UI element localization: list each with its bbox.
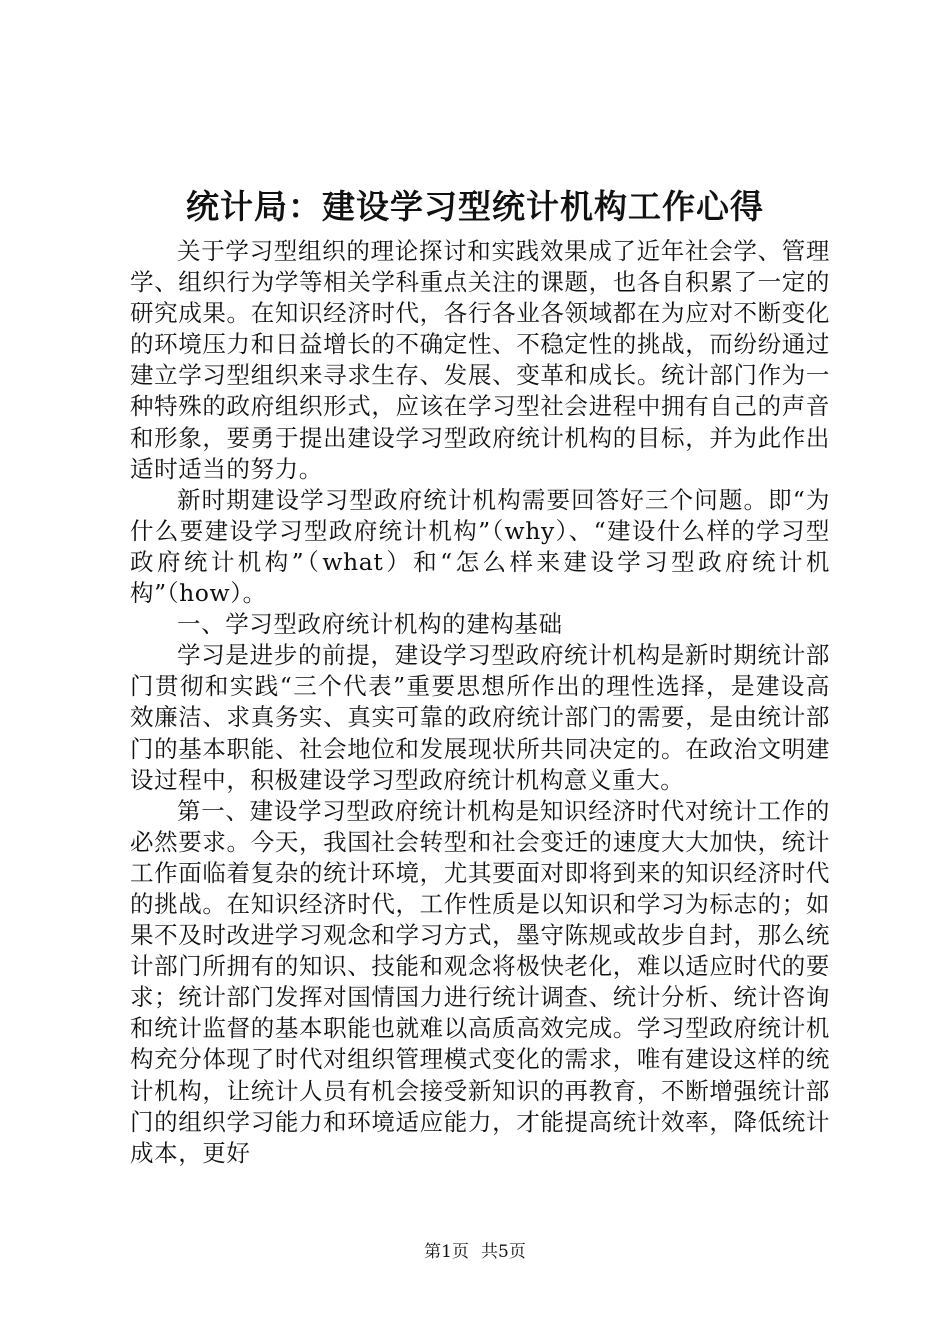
paragraph-intro: 关于学习型组织的理论探讨和实践效果成了近年社会学、管理学、组织行为学等相关学科重点关注的课题，也各自积累了一定的研究成果。在知识经济时代，各行各业各领域都在为应对不断变化的环境压力和日益增长的不确定性、不稳定性的挑战，而纷纷通过建立学习型组织来寻求生存、发展、变革和成长。统计部门作为一种特殊的政府组织形式，应该在学习型社会进程中拥有自己的声音和形象，要勇于提出建设学习型政府统计机构的目标，并为此作出适时适当的努力。 xyxy=(130,237,830,483)
document-body xyxy=(130,236,830,1169)
paragraph-first-point: 第一、建设学习型政府统计机构是知识经济时代对统计工作的必然要求。今天，我国社会转型和社会变迁的速度大大加快，统计工作面临着复杂的统计环境，尤其要面对即将到来的知识经济时代的挑战。在知识经济时代，工作性质是以知识和学习为标志的；如果不及时改进学习观念和学习方式，墨守陈规或故步自封，那么统计部门所拥有的知识、技能和观念将极快老化，难以适应时代的要求；统计部门发挥对国情国力进行统计调查、统计分析、统计咨询和统计监督的基本职能也就难以高质高效完成。学习型政府统计机构充分体现了时代对组织管理模式变化的需求，唯有建设这样的统计机构，让统计人员有机会接受新知识的再教育，不断增强统计部门的组织学习能力和环境适应能力，才能提高统计效率，降低统计成本，更好 xyxy=(130,796,830,1167)
page-total: 共5页 xyxy=(481,1242,526,1262)
page-footer xyxy=(0,1240,950,1264)
section-heading: 一、学习型政府统计机构的建构基础 xyxy=(177,610,563,639)
document-title: 统计局：建设学习型统计机构工作心得 xyxy=(186,187,764,226)
paragraph-three-questions: 新时期建设学习型政府统计机构需要回答好三个问题。即“为什么要建设学习型政府统计机构”（why）、“建设什么样的学习型政府统计机构”（what）和“怎么样来建设学习型政府统计机构”（how）。 xyxy=(130,485,830,608)
paragraph-learning-premise: 学习是进步的前提，建设学习型政府统计机构是新时期统计部门贯彻和实践“三个代表”重要思想所作出的理性选择，是建设高效廉洁、求真务实、真实可靠的政府统计部门的需要，是由统计部门的基本职能、社会地位和发展现状所共同决定的。在政治文明建设过程中，积极建设学习型政府统计机构意义重大。 xyxy=(130,641,830,794)
page-number: 第1页 xyxy=(424,1242,469,1262)
